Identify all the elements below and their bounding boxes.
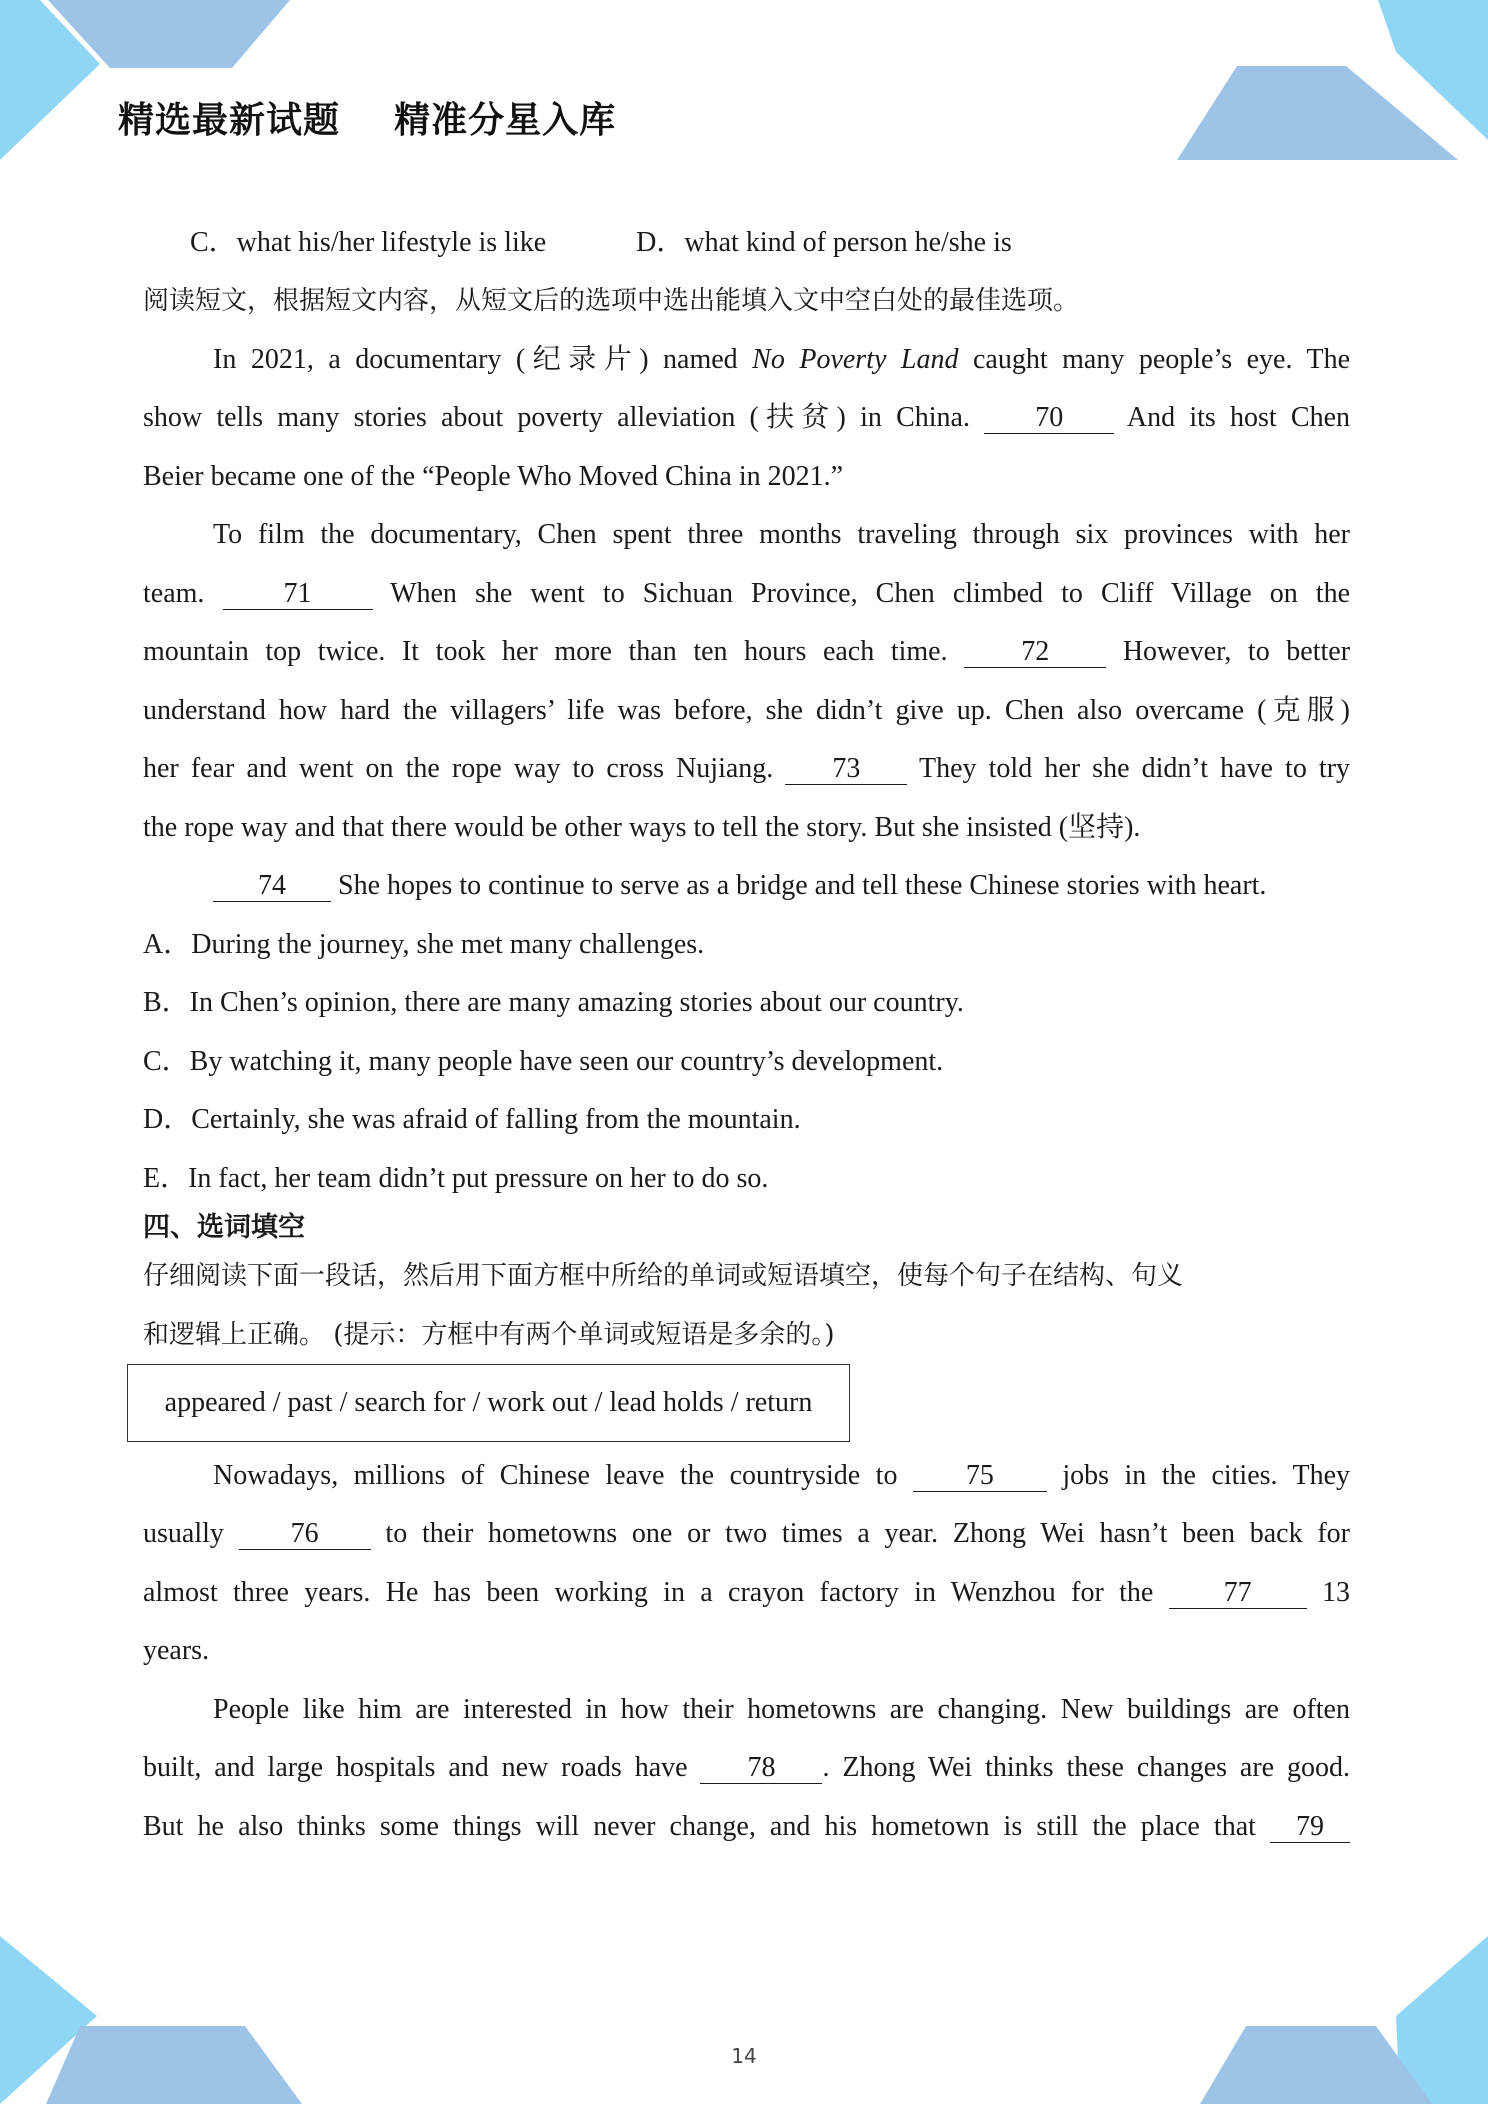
text-run: almost three years. He has been working in a crayon factory in Wenzhou for the [143,1577,1154,1608]
text-run: . Zhong Wei thinks these changes are good. [822,1752,1350,1783]
text-run: to their hometowns one or two times a year. Zhong Wei hasn’t been back for [385,1518,1350,1549]
option-d: D．what kind of person he/she is [636,227,1012,258]
paragraph-line [143,632,1350,672]
paragraph-line: understand how hard the villagers’ life was before, she didn’t give up. Chen also overcame (克服) [143,695,1350,726]
text-run: her fear and went on the rope way to cross Nujiang. [143,753,774,784]
reading-instructions: 阅读短文，根据短文内容，从短文后的选项中选出能填入文中空白处的最佳选项。 [143,286,1080,316]
blank-72[interactable]: 72 [964,637,1106,668]
option-e: E．In fact, her team didn’t put pressure on her to do so. [143,1163,769,1194]
text-run: And its host Chen [1126,402,1351,433]
word-bank-box: appeared / past / search for / work out / lead holds / return [127,1364,850,1442]
blank-78[interactable]: 78 [700,1753,822,1784]
blank-70[interactable]: 70 [984,403,1114,434]
blank-74[interactable]: 74 [213,871,331,902]
text-run: built, and large hospitals and new roads have [143,1752,688,1783]
text-run: 13 [1322,1577,1351,1608]
paragraph-line [143,1807,1350,1847]
paragraph-line [143,749,1350,789]
text-run: Nowadays, millions of Chinese leave the countryside to [213,1460,898,1491]
paragraph-line [213,340,1350,380]
option-b: B．In Chen’s opinion, there are many amazing stories about our country. [143,987,964,1018]
paragraph-line [143,1514,1350,1554]
blank-75[interactable]: 75 [913,1461,1047,1492]
text-run: jobs in the cities. They [1062,1460,1351,1491]
option-a: A．During the journey, she met many challenges. [143,929,705,960]
text-run: But he also thinks some things will never change, and his hometown is still the place that [143,1811,1256,1842]
text-run: They told her she didn’t have to try [919,753,1351,784]
header-title: 精选最新试题 精准分星入库 [118,100,617,141]
text-run: mountain top twice. It took her more than ten hours each time. [143,636,948,667]
text-run: In 2021, a documentary (纪录片) named [213,344,753,375]
text-run: She hopes to continue to serve as a bridge and tell these Chinese stories with heart. [338,870,1267,901]
paragraph-line [143,398,1350,438]
option-c: C．what his/her lifestyle is like [190,227,547,258]
section-heading: 四、选词填空 [143,1212,305,1243]
documentary-title: No Poverty Land [752,344,959,375]
fill-instructions-line: 仔细阅读下面一段话，然后用下面方框中所给的单词或短语填空，使每个句子在结构、句义 [143,1261,1184,1291]
blank-76[interactable]: 76 [239,1519,371,1550]
paragraph-line: People like him are interested in how their hometowns are changing. New buildings are often [213,1694,1350,1725]
top-right-trapezoid [1177,66,1458,160]
paragraph-line: the rope way and that there would be other ways to tell the story. But she insisted (坚持). [143,812,1141,843]
paragraph-line [143,1748,1350,1788]
paragraph-line: years. [143,1635,210,1666]
text-run: team. [143,578,205,609]
paragraph-line [213,1456,1350,1496]
paragraph-line [143,1573,1350,1613]
option-row-cd [190,223,1397,263]
blank-77[interactable]: 77 [1169,1578,1307,1609]
paragraph-line: To film the documentary, Chen spent three months traveling through six provinces with her [213,519,1350,550]
text-run: When she went to Sichuan Province, Chen climbed to Cliff Village on the [390,578,1351,609]
page-number: 14 [731,2044,757,2068]
fill-instructions-line: 和逻辑上正确。 (提示：方框中有两个单词或短语是多余的。) [143,1320,835,1350]
paragraph-line [213,866,1350,906]
blank-79[interactable]: 79 [1270,1812,1350,1843]
option-d-sentence: D．Certainly, she was afraid of falling from the mountain. [143,1104,801,1135]
paragraph-line [143,574,1350,614]
text-run: show tells many stories about poverty alleviation (扶贫) in China. [143,402,970,433]
blank-71[interactable]: 71 [223,579,373,610]
text-run: caught many people’s eye. The [958,344,1350,375]
text-run: usually [143,1518,224,1549]
option-c-sentence: C．By watching it, many people have seen our country’s development. [143,1046,944,1077]
blank-73[interactable]: 73 [785,754,907,785]
paragraph-line: Beier became one of the “People Who Moved China in 2021.” [143,461,844,492]
text-run: However, to better [1122,636,1351,667]
